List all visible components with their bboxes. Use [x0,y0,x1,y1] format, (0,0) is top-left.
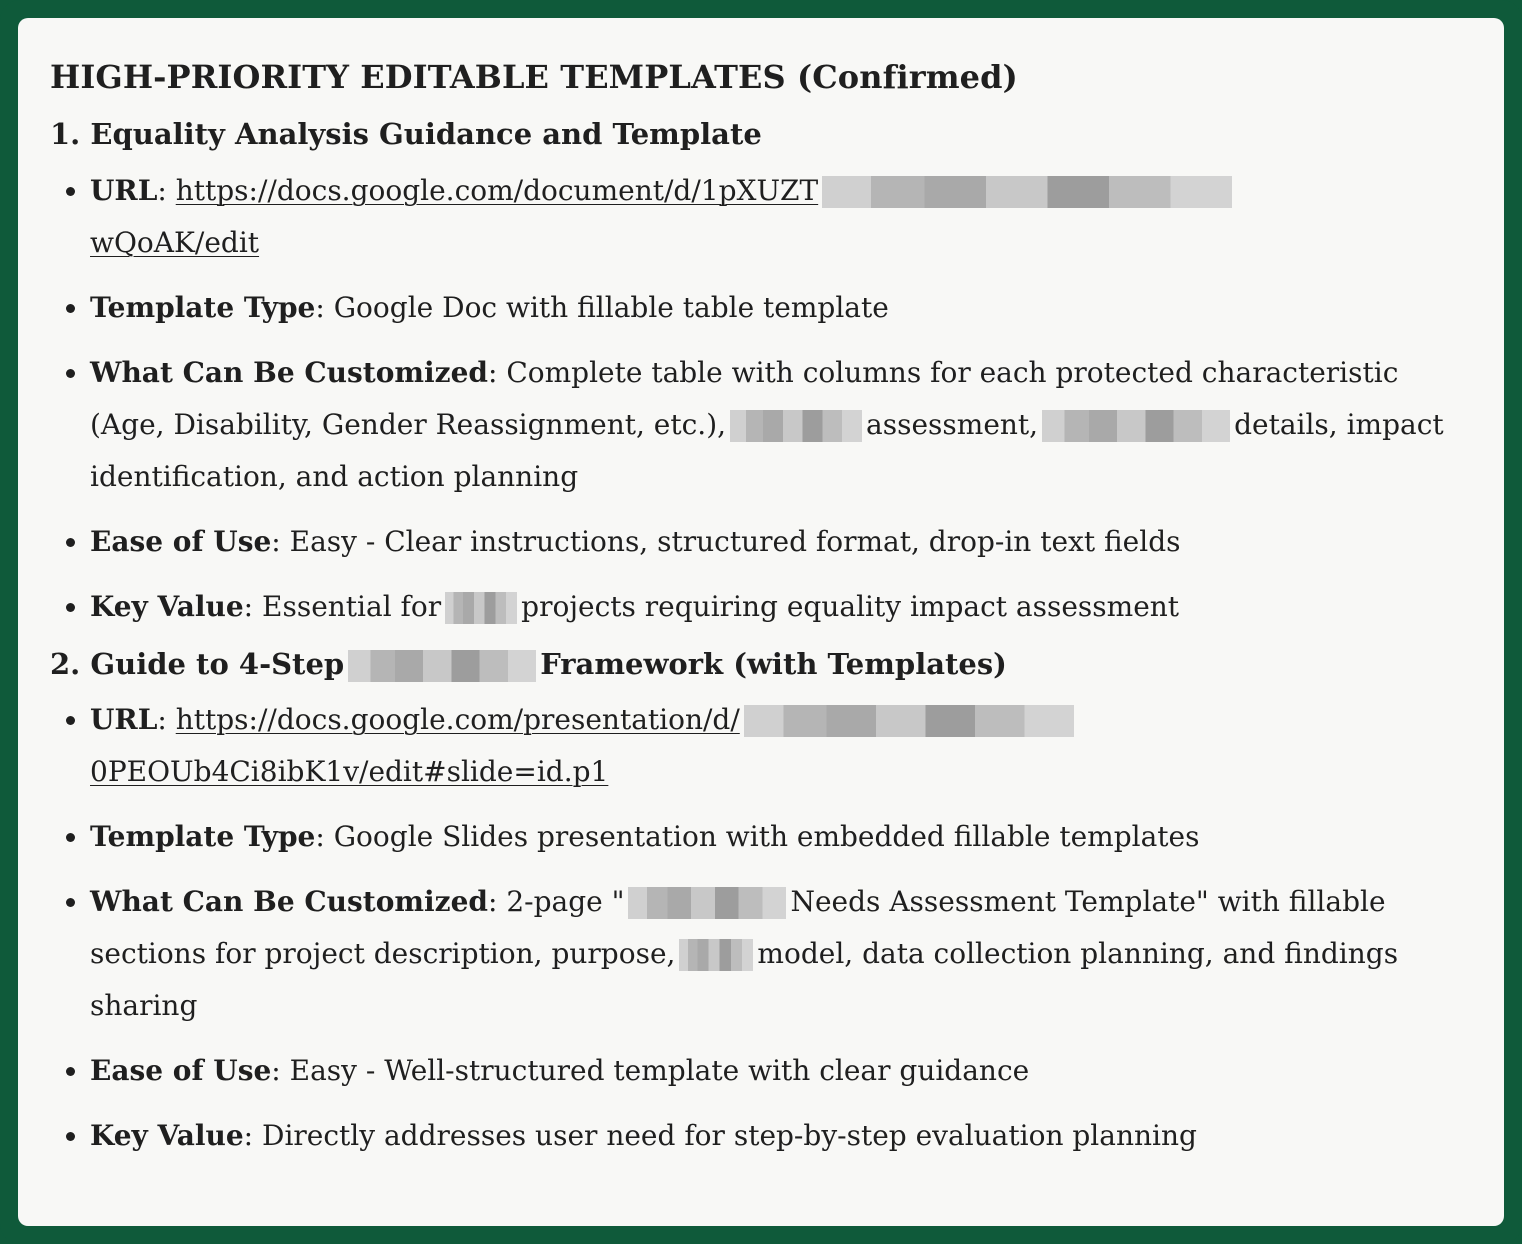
item-label-key-value: Key Value [90,589,244,623]
section-title-suffix: Framework (with Templates) [540,646,1007,681]
label-separator: : [243,1118,263,1152]
redacted-word [1042,410,1230,442]
key-value-text-part-1: Essential for [262,589,442,623]
list-item-ease-of-use [90,516,1472,568]
label-separator: : [315,290,334,324]
label-separator: : [157,702,176,736]
document-card [18,18,1504,1226]
item-label-template-type: Template Type [90,819,316,853]
section-four-step-framework [50,646,1472,1162]
customized-text-part-3: model, data collection planning, and findings sharing [90,936,1399,1022]
customized-text-part-1: 2-page " [506,884,625,918]
key-value-text: Directly addresses user need for step-by-step evaluation planning [262,1118,1197,1152]
section-title-prefix: 2. Guide to 4-Step [50,646,345,681]
item-label-key-value: Key Value [90,1118,244,1152]
redacted-word [679,939,753,971]
customized-text-part-1: Complete table with columns for each protected characteristic (Age, Disability, Gender Reassignment, etc.), [90,355,1399,441]
list-item-customized [90,876,1472,1032]
item-label-url: URL [90,702,158,736]
list-item-template-type [90,811,1472,863]
section-items-equality-analysis [50,165,1472,633]
list-item-url [90,165,1472,269]
customized-text-part-3: details, impact identification, and action planning [90,407,1444,493]
list-item-key-value [90,1110,1472,1162]
item-label-ease-of-use: Ease of Use [90,524,272,558]
redacted-word [445,592,517,624]
url-suffix-text: 0PEOUb4Ci8ibK1v/edit#slide=id.p1 [90,754,609,788]
list-item-key-value [90,581,1472,633]
item-label-url: URL [90,173,158,207]
url-prefix-text: https://docs.google.com/document/d/1pXUZT [175,173,819,207]
redacted-word [348,650,536,682]
section-title-equality-analysis: 1. Equality Analysis Guidance and Template [50,117,762,152]
list-item-customized [90,347,1472,503]
label-separator: : [487,355,507,389]
ease-of-use-text: Easy - Clear instructions, structured format, drop-in text fields [289,524,1181,558]
item-label-template-type: Template Type [90,290,316,324]
label-separator: : [243,589,263,623]
page-title: HIGH-PRIORITY EDITABLE TEMPLATES (Confirmed) [50,58,1018,96]
section-equality-analysis [50,116,1472,632]
item-label-customized: What Can Be Customized [90,355,488,389]
label-separator: : [315,819,334,853]
customized-text-part-2: Needs Assessment Template" with fillable sections for project description, purpose, [90,884,1386,970]
customized-text-part-2: assessment, [866,407,1039,441]
redacted-word [730,410,862,442]
template-type-text: Google Slides presentation with embedded fillable templates [333,819,1200,853]
redacted-url-segment [822,176,1232,208]
item-label-customized: What Can Be Customized [90,884,488,918]
list-item-template-type [90,282,1472,334]
label-separator: : [157,173,176,207]
template-type-text: Google Doc with fillable table template [333,290,889,324]
template-url-link[interactable] [90,174,1236,259]
key-value-text-part-2: projects requiring equality impact assessment [521,589,1180,623]
label-separator: : [487,884,507,918]
url-suffix-text: wQoAK/edit [90,225,260,259]
ease-of-use-text: Easy - Well-structured template with clear guidance [289,1053,1030,1087]
list-item-url [90,694,1472,798]
item-label-ease-of-use: Ease of Use [90,1053,272,1087]
presentation-url-link[interactable] [90,703,1078,788]
label-separator: : [271,1053,290,1087]
url-prefix-text: https://docs.google.com/presentation/d/ [175,702,740,736]
label-separator: : [271,524,290,558]
section-items-four-step-framework [50,694,1472,1162]
list-item-ease-of-use [90,1045,1472,1097]
section-title-four-step-framework [50,646,1472,682]
redacted-word [628,887,786,919]
redacted-url-segment [744,705,1074,737]
